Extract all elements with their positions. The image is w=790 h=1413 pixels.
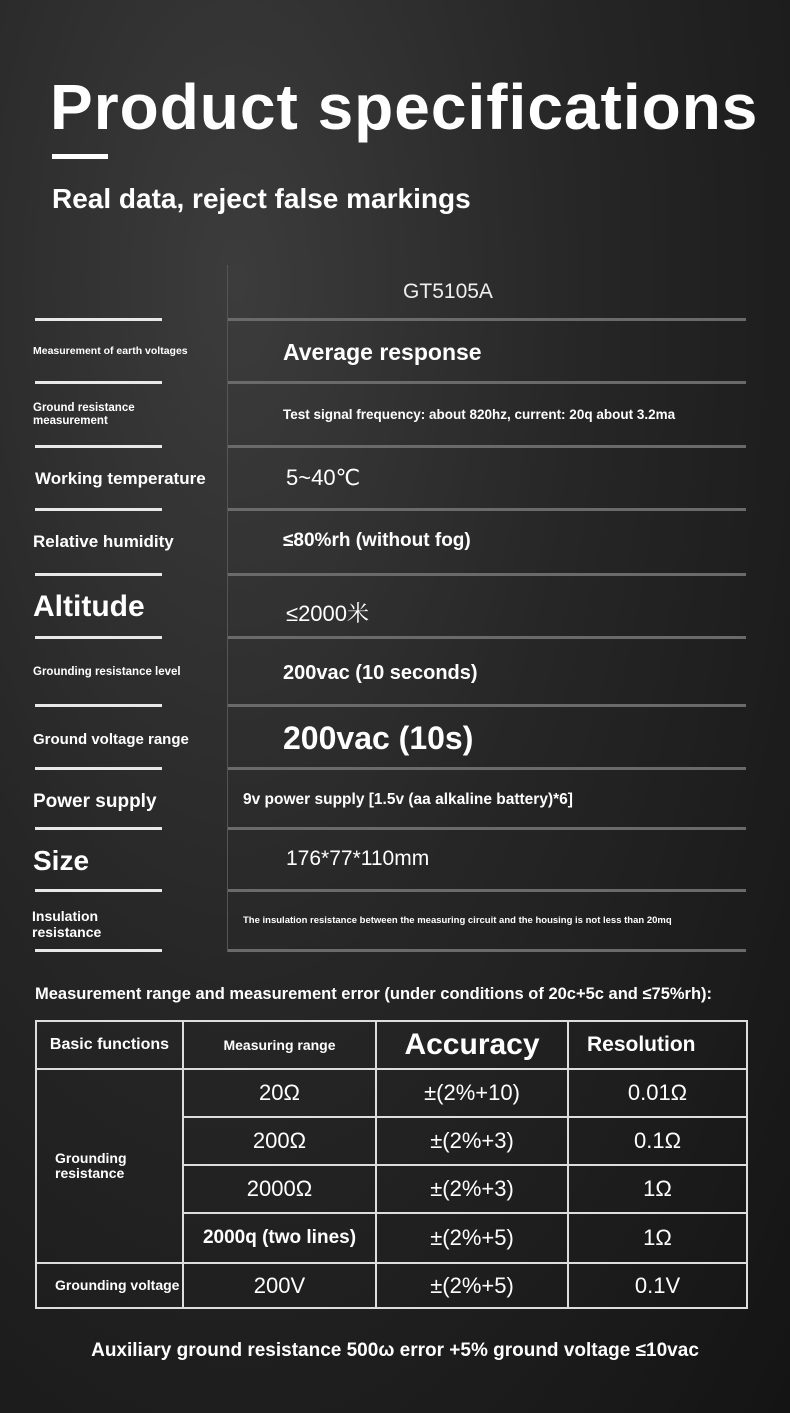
cell-resolution: 0.1V bbox=[568, 1263, 747, 1308]
spec-label-insulation-resistance: Insulation resistance bbox=[32, 908, 102, 941]
spec-label-working-temperature: Working temperature bbox=[35, 469, 206, 488]
row-separator bbox=[35, 827, 162, 830]
spec-value-earth-voltage: Average response bbox=[283, 339, 482, 365]
measurement-range-table bbox=[35, 1020, 748, 1309]
spec-value-grounding-resistance-level: 200vac (10 seconds) bbox=[283, 662, 478, 684]
row-separator bbox=[35, 889, 162, 892]
row-separator bbox=[35, 445, 162, 448]
spec-label-power-supply: Power supply bbox=[33, 791, 157, 812]
spec-value-ground-resistance: Test signal frequency: about 820hz, current: 20q about 3.2ma bbox=[283, 407, 676, 422]
cell-accuracy: ±(2%+5) bbox=[376, 1213, 568, 1263]
spec-label-altitude: Altitude bbox=[33, 590, 145, 623]
cell-resolution: 1Ω bbox=[568, 1165, 747, 1213]
cell-accuracy: ±(2%+5) bbox=[376, 1263, 568, 1308]
table-row bbox=[36, 1263, 747, 1308]
cell-range: 200Ω bbox=[183, 1117, 376, 1165]
row-separator bbox=[228, 318, 746, 321]
header-accuracy: Accuracy bbox=[376, 1021, 568, 1069]
spec-value-ground-voltage-range: 200vac (10s) bbox=[283, 720, 474, 756]
cell-range: 2000q (two lines) bbox=[183, 1213, 376, 1263]
cell-accuracy: ±(2%+10) bbox=[376, 1069, 568, 1117]
spec-value-size: 176*77*110mm bbox=[286, 847, 430, 870]
spec-value-relative-humidity: ≤80%rh (without fog) bbox=[283, 530, 471, 551]
cell-range: 200V bbox=[183, 1263, 376, 1308]
row-separator bbox=[35, 318, 162, 321]
spec-label-size: Size bbox=[33, 845, 90, 876]
range-section-title: Measurement range and measurement error (under conditions of 20c+5c and ≤75%rh): bbox=[35, 985, 713, 1003]
group-grounding-voltage: Grounding voltage bbox=[36, 1263, 183, 1308]
table-header-row bbox=[36, 1021, 747, 1069]
spec-value-altitude: ≤2000米 bbox=[286, 601, 370, 626]
spec-value-power-supply: 9v power supply [1.5v (aa alkaline battery)*6] bbox=[243, 791, 573, 808]
row-separator bbox=[35, 767, 162, 770]
cell-range: 20Ω bbox=[183, 1069, 376, 1117]
column-divider bbox=[227, 265, 228, 952]
row-separator bbox=[228, 445, 746, 448]
spec-label-ground-resistance: Ground resistance measurement bbox=[33, 402, 135, 428]
footer-note: Auxiliary ground resistance 500ω error +5% ground voltage ≤10vac bbox=[91, 1340, 699, 1361]
cell-accuracy: ±(2%+3) bbox=[376, 1117, 568, 1165]
cell-resolution: 0.1Ω bbox=[568, 1117, 747, 1165]
model-name: GT5105A bbox=[403, 280, 493, 303]
row-separator bbox=[35, 573, 162, 576]
row-separator bbox=[228, 573, 746, 576]
row-separator bbox=[228, 889, 746, 892]
spec-value-working-temperature: 5~40℃ bbox=[286, 465, 361, 490]
header-measuring-range: Measuring range bbox=[183, 1021, 376, 1069]
spec-label-grounding-resistance-level: Grounding resistance level bbox=[33, 666, 181, 678]
cell-resolution: 1Ω bbox=[568, 1213, 747, 1263]
row-separator bbox=[228, 381, 746, 384]
row-separator bbox=[228, 508, 746, 511]
table-row bbox=[36, 1069, 747, 1117]
row-separator bbox=[35, 508, 162, 511]
title-underline bbox=[52, 154, 108, 159]
spec-label-earth-voltage: Measurement of earth voltages bbox=[33, 345, 188, 357]
header-resolution: Resolution bbox=[568, 1021, 747, 1069]
row-separator bbox=[228, 636, 746, 639]
row-separator bbox=[228, 827, 746, 830]
row-separator bbox=[35, 381, 162, 384]
cell-range: 2000Ω bbox=[183, 1165, 376, 1213]
page-subtitle: Real data, reject false markings bbox=[52, 183, 471, 214]
row-separator bbox=[228, 704, 746, 707]
row-separator bbox=[35, 636, 162, 639]
spec-value-insulation-resistance: The insulation resistance between the measuring circuit and the housing is not less than 20mq bbox=[243, 915, 672, 926]
spec-label-relative-humidity: Relative humidity bbox=[33, 532, 174, 551]
cell-resolution: 0.01Ω bbox=[568, 1069, 747, 1117]
header-basic-functions: Basic functions bbox=[36, 1021, 183, 1069]
page-title: Product specifications bbox=[50, 71, 759, 143]
group-grounding-resistance: Grounding resistance bbox=[36, 1069, 183, 1263]
row-separator bbox=[228, 949, 746, 952]
row-separator bbox=[35, 949, 162, 952]
cell-accuracy: ±(2%+3) bbox=[376, 1165, 568, 1213]
spec-label-ground-voltage-range: Ground voltage range bbox=[33, 731, 189, 748]
row-separator bbox=[35, 704, 162, 707]
row-separator bbox=[228, 767, 746, 770]
